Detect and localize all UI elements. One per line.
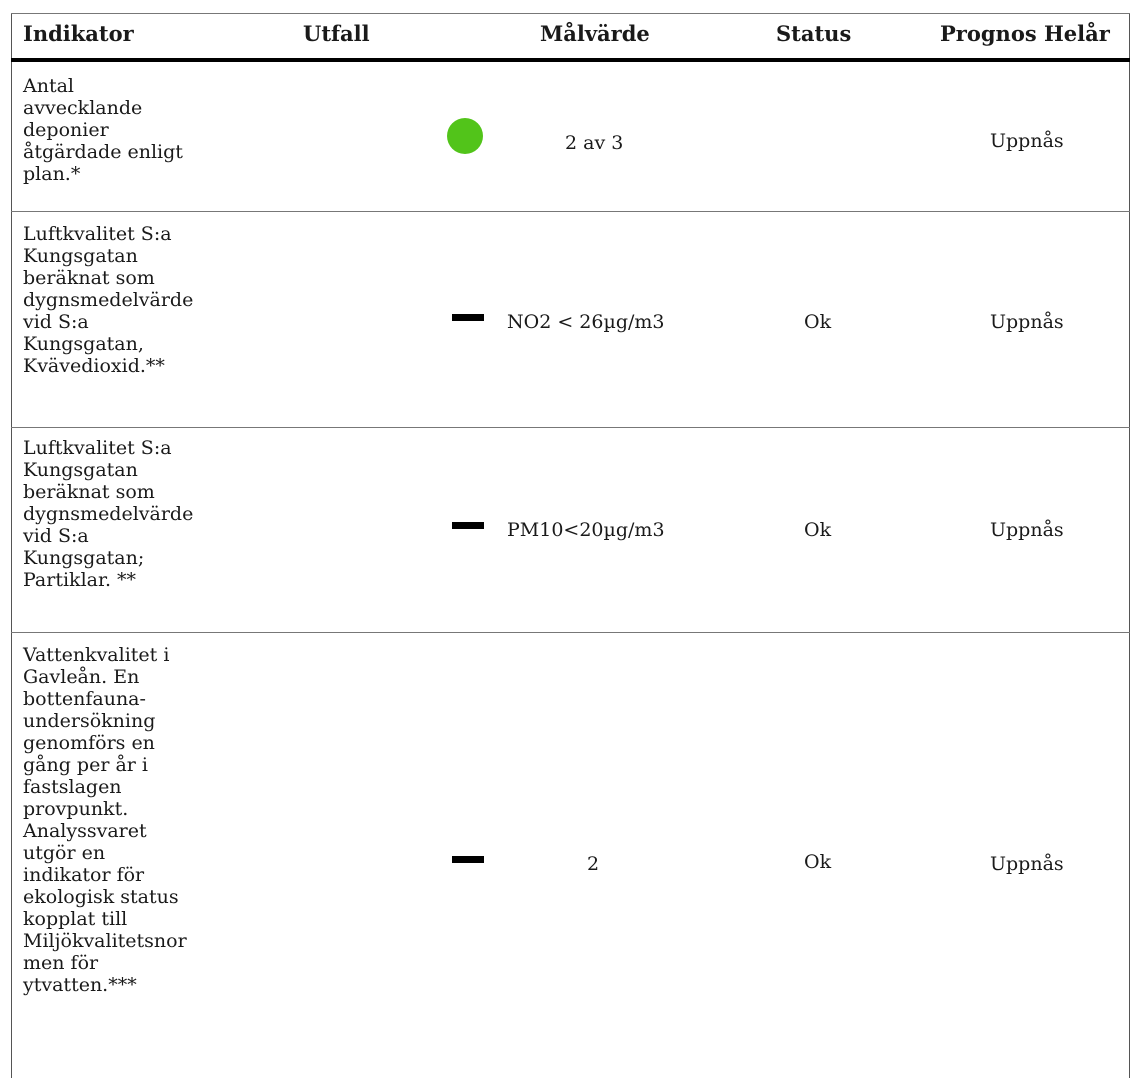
header-malvarde: Målvärde bbox=[540, 21, 650, 46]
row-divider-3 bbox=[11, 632, 1130, 633]
row-1-indikator bbox=[23, 75, 213, 185]
row-divider-1 bbox=[11, 211, 1130, 212]
row-4-malvarde: 2 bbox=[587, 853, 600, 875]
row-2-indikator bbox=[23, 223, 213, 377]
dash-icon bbox=[452, 314, 484, 321]
row-4-prognos: Uppnås bbox=[990, 853, 1064, 875]
dash-icon bbox=[452, 522, 484, 529]
header-utfall: Utfall bbox=[303, 21, 370, 46]
header-status: Status bbox=[776, 21, 852, 46]
header-indikator: Indikator bbox=[23, 21, 134, 46]
table-border-right bbox=[1129, 13, 1130, 1078]
dash-icon bbox=[452, 856, 484, 863]
row-2-prognos: Uppnås bbox=[990, 311, 1064, 333]
header-underline bbox=[11, 58, 1130, 62]
row-divider-2 bbox=[11, 427, 1130, 428]
row-1-prognos: Uppnås bbox=[990, 130, 1064, 152]
row-1-indikator-text: Antal avvecklande deponier åtgärdade enligt plan.* bbox=[23, 75, 183, 185]
row-2-indikator-text: Luftkvalitet S:a Kungsgatan beräknat som dygnsmedelvärde vid S:a Kungsgatan, Kvävedioxid.** bbox=[23, 223, 194, 377]
row-3-indikator bbox=[23, 437, 213, 591]
table-border-top bbox=[11, 13, 1130, 14]
header-prognos: Prognos Helår bbox=[940, 21, 1110, 46]
row-2-malvarde: NO2 < 26µg/m3 bbox=[507, 311, 665, 333]
table-border-left bbox=[11, 13, 12, 1078]
row-3-prognos: Uppnås bbox=[990, 519, 1064, 541]
row-3-indikator-text: Luftkvalitet S:a Kungsgatan beräknat som dygnsmedelvärde vid S:a Kungsgatan; Partiklar. ** bbox=[23, 437, 194, 591]
row-4-indikator-text: Vattenkvalitet i Gavleån. En bottenfauna- undersökning genomförs en gång per år i fastslagen provpunkt. Analyssvaret utgör en indikator för ekologisk status kopplat till Miljökvalitetsnor men för ytvatten.*** bbox=[23, 644, 187, 996]
row-3-malvarde: PM10<20µg/m3 bbox=[507, 519, 665, 541]
row-4-status: Ok bbox=[804, 851, 832, 873]
row-2-status: Ok bbox=[804, 311, 832, 333]
row-1-malvarde: 2 av 3 bbox=[565, 132, 624, 154]
green-circle-icon bbox=[447, 118, 483, 154]
row-4-indikator bbox=[23, 644, 213, 996]
row-3-status: Ok bbox=[804, 519, 832, 541]
